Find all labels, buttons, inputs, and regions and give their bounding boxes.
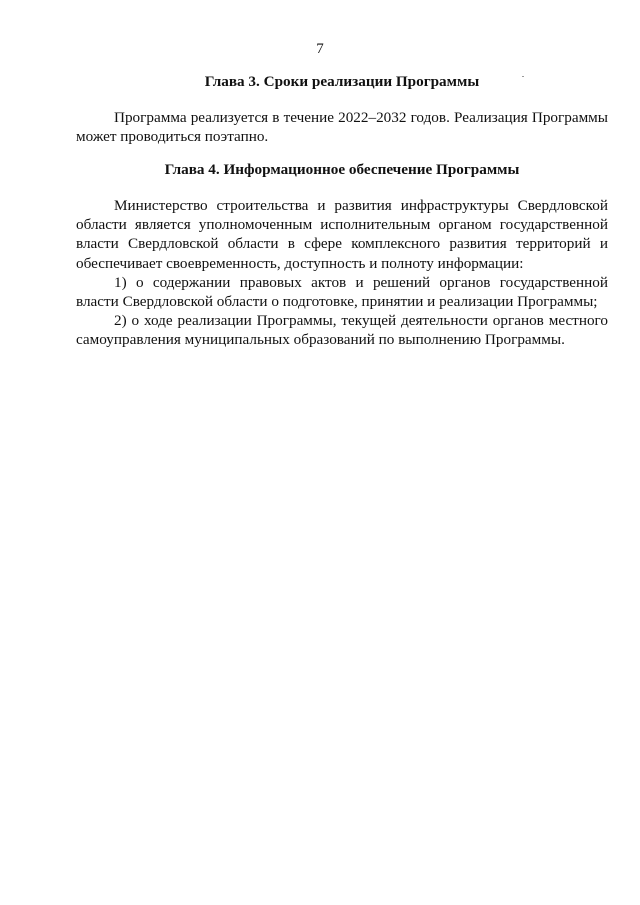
chapter-3-title: Глава 3. Сроки реализации Программы (204, 73, 480, 90)
chapter-4-item-1: 1) о содержании правовых актов и решений органов государственной власти Свердловской области о подготовке, принятии и реализации Программы; (76, 273, 608, 311)
chapter-4-intro: Министерство строительства и развития инфраструктуры Свердловской области является уполномоченным исполнительным органом государственной власти Свердловской области в сфере комплексного развития территорий и обеспечивает своевременность, доступность и полноту информации: (76, 197, 608, 272)
chapter-3-paragraph: Программа реализуется в течение 2022–2032 годов. Реализация Программы может проводиться поэтапно. (76, 109, 608, 146)
chapter-4-body (76, 196, 608, 350)
chapter-3-body (76, 108, 608, 146)
chapter-4-item-2: 2) о ходе реализации Программы, текущей деятельности органов местного самоуправления муниципальных образований по выполнению Программы. (76, 312, 608, 349)
page-number: 7 (316, 41, 324, 57)
chapter-4-title: Глава 4. Информационное обеспечение Программы (164, 161, 520, 178)
